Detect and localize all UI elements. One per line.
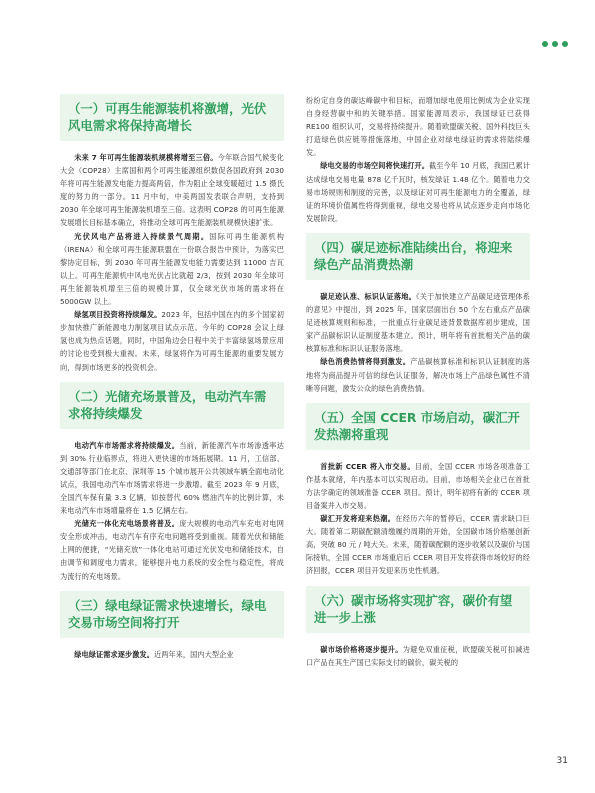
paragraph-text: 国际可再生能源机构（IRENA）和全球可再生能源联盟在一份联合报告中预计，为落实巴黎协定目标，到 2030 年可再生能源发电能力需要达到 11000 吉瓦以上。可再生能源机中风电光伏占比就超 2/3，按到 2030 年全球可再生能源装机增至三倍的规模计算，仅全球光伏市场的需求将在 5000GW 以上。 [60,231,284,307]
paragraph-text: 截至今年 10 月底，我国已累计达成绿电交易电量 878 亿千瓦时，核发绿证 1.48 亿个。随着电力交易市场规则和制度的完善，以及绿证对可再生能源电力的全覆盖，绿证的环境价值属性将得到重视，绿电交易也将从试点逐步走向市场化发展阶段。 [306,161,530,223]
paragraph [60,230,284,309]
paragraph-lead: 绿氢项目投资将持续爆发。 [74,310,162,320]
paragraph [306,159,530,224]
paragraph-text: 今年联合国气候变化大会（COP28）主席国和两个可再生能源组织数促各国政府到 2030 年将可再生能源发电能力提高两倍，作为阻止全球变暖超过 1.5 摄氏度的努力的一部分。11 月中旬，中美两国发表联合声明，支持到 2030 年全球可再生能源装机增至三倍。这表明 COP28 的可再生能源发展增长目标基本确立，将推动全球可再生能源装机规模快速扩张。 [60,153,284,228]
paragraph-lead: 碳足迹认准、标识认证落地。 [320,291,416,301]
paragraph-lead: 未来 7 年可再生能源装机规模将增至三倍。 [74,153,218,162]
paragraph-lead: 碳汇开发将迎来热潮。 [320,514,396,524]
section-title: （四）碳足迹标准陆续出台，将迎来绿色产品消费热潮 [314,239,513,272]
paragraph [306,643,530,669]
paragraph-lead: 光储充一体化充电场景将普及。 [74,519,180,529]
section-heading-1 [60,94,284,141]
paragraph-text: 目前，全国 CCER 市场各项准备工作基本就绪，年内基本可以实现启动。目前，市场相关企业已在首批方法学确定的领域准备 CCER 项目。预计，明年初将有新的 CCER 项目备案并入市交易。 [306,461,530,510]
paragraph-text: 庞大规模的电动汽车充电对电网安全形成冲击，电动汽车有序充电问题将受到重视。随着光伏和储能上网的便捷，“光储充放”一体化电站可通过光伏发电和储能技术，自由调节和调度电力需求，能够提升电力系统的安全性与稳定性，将成为流行的充电场景。 [60,519,284,581]
section-heading-3 [60,591,284,638]
paragraph-lead: 绿电交易的市场空间将快速打开。 [320,161,429,171]
paragraph-text: 为避免双重征税，欧盟碳关税可扣减进口产品在其生产国已实际支付的碳价，碳关税的 [306,644,530,667]
paragraph-lead: 光伏风电产品将进入持续景气周期。 [74,231,210,241]
paragraph-text: 在经历六年的暂停后，CCER 需求缺口巨大。随着第二期碳配额清缴履约周期的开始，全国碳市场价格屡创新高，突破 80 元 / 吨大关。未来，随着碳配额的逐步收紧以及碳价与国际接轨，全国 CCER 市场重启后 CCER 项目开发将获得市场较好的经济回报，CCER 项目开发迎来历史性机遇。 [306,514,531,576]
decorative-dot [562,41,568,47]
section-heading-6 [306,586,530,633]
paragraph [306,460,530,512]
section-title: （一）可再生能源装机将激增，光伏风电需求将保持高增长 [68,101,267,133]
paragraph [60,151,284,230]
paragraph-text: 当前，新能源汽车市场渗透率达到 30% 行业临界点，将进入更快速的市场拓展期。11 月，工信部、交通部等部门在北京、深圳等 15 个城市展开公共领域车辆全面电动化试点，我国电动汽车市场需求将进一步激增。截至 2023 年 9 月底，全国汽车保有量 3.3 亿辆，如按替代 60% 燃油汽车的比例计算，未来电动汽车市场增量将在 1.5 亿辆左右。 [60,440,285,516]
paragraph-text: 近两年来，国内大型企业 [153,649,234,659]
paragraph-lead: 绿色消费热情将得到激发。 [320,357,411,367]
paragraph [60,517,284,582]
section-heading-2 [60,382,284,429]
section-title: （六）碳市场将实现扩容，碳价有望进一步上涨 [314,592,513,625]
left-column [60,94,284,661]
paragraph-continued: 纷纷定自身的碳达峰碳中和目标，而增加绿电使用比例成为企业实现自身经营碳中和的关键举措。国家能源局表示，我国绿证已获得 RE100 组织认可，交易将持续提升。随着欧盟碳关税、国外科技巨头打造绿色供应链等措施落地，中国企业对绿电绿证的需求将陆续爆发。 [306,96,530,158]
header-dots [542,41,568,47]
paragraph-lead: 首批新 CCER 将入市交易。 [320,461,415,471]
decorative-dot [552,41,558,47]
paragraph [306,512,530,577]
page-number: 31 [556,756,568,766]
paragraph [306,355,530,394]
paragraph-lead: 绿电绿证需求逐步激发。 [74,649,154,659]
paragraph-text: 2023 年，包括中国在内的多个国家初步加快推广新能源电力制氢项目试点示范。今年的 COP28 会议上绿氢也成为热点话题，同时，中国角边会日程中关于丰富绿氢场景应用的讨论也受到极大重视。未来，绿氢将作为可再生能源的重要发展方向，得到市场更多的投资机会。 [60,310,285,372]
section-title: （五）全国 CCER 市场启动，碳汇开发热潮将重现 [314,409,520,442]
right-column [306,94,530,669]
paragraph [60,439,284,518]
paragraph-lead: 电动汽车市场需求将持续爆发。 [74,440,180,450]
paragraph [60,648,284,661]
section-title: （三）绿电绿证需求快速增长，绿电交易市场空间将打开 [68,597,267,630]
section-heading-4 [306,233,530,280]
paragraph-lead: 碳市场价格将逐步提升。 [320,644,403,654]
section-title: （二）光储充场景普及，电动汽车需求将持续爆发 [68,388,267,421]
paragraph [60,308,284,373]
section-heading-5 [306,403,530,450]
paragraph-text: 产品碳核算标准和标识认证制度的落地将为商品提升可信的绿色认证服务，解决市场上产品绿色属性不清晰等问题，激发公众的绿色消费热情。 [306,357,530,393]
paragraph-text: 《关于加快建立产品碳足迹管理体系的意见》中提出，到 2025 年，国家层面出台 50 个左右重点产品碳足迹核算规则和标准，一批重点行业碳足迹背景数据库初步建成，国家产品碳标识认证制度基本建立。预计，明年将有首批相关产品的碳核算标准和标识认证服务落地。 [306,291,530,354]
paragraph [306,290,530,355]
decorative-dot [542,41,548,47]
